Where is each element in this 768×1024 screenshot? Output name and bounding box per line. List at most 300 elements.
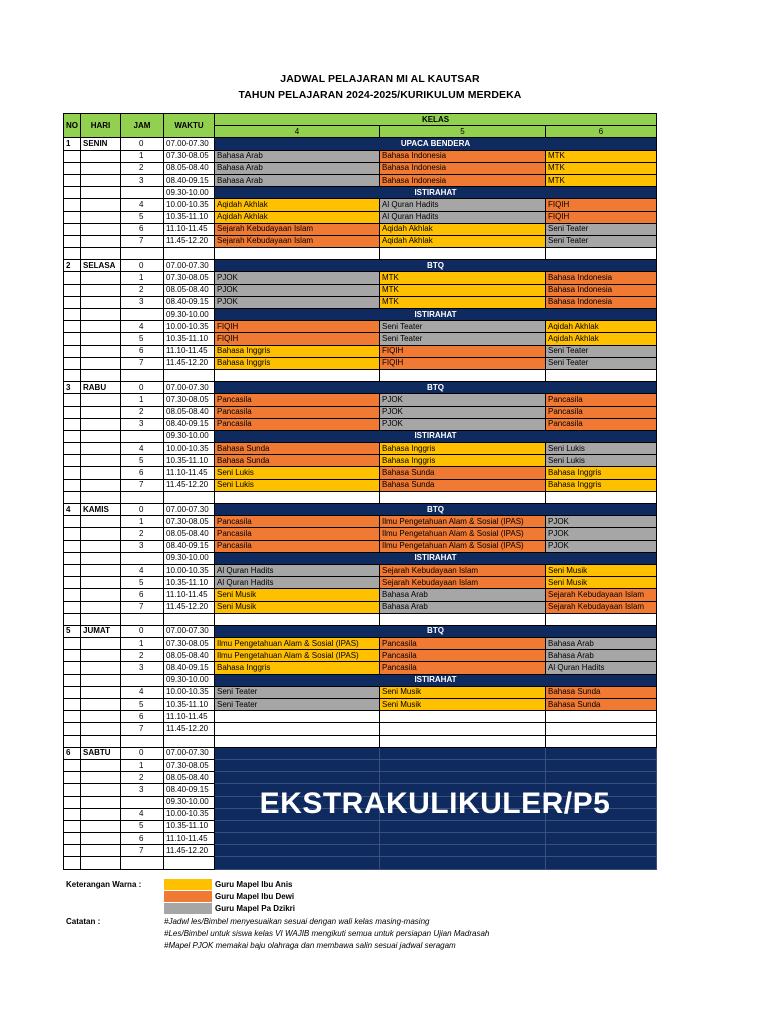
table-row (64, 504, 657, 516)
day-name (81, 309, 121, 321)
subject-cell-kelas-5: Ilmu Pengetahuan Alam & Sosial (IPAS) (380, 516, 546, 528)
subject-cell-kelas-4: Seni Teater (215, 699, 380, 711)
jam-cell: 2 (121, 406, 164, 418)
day-number (64, 638, 81, 650)
waktu-cell: 09.30-10.00 (164, 552, 215, 564)
subject-cell-kelas-6: Sejarah Kebudayaan Islam (546, 601, 657, 613)
banner-cell: ISTIRAHAT (215, 552, 657, 564)
day-number (64, 540, 81, 552)
jam-cell (121, 309, 164, 321)
subject-cell-kelas-6: Sejarah Kebudayaan Islam (546, 589, 657, 601)
day-number (64, 833, 81, 845)
spacer-cell (380, 613, 546, 625)
legend-label: Keterangan Warna : (66, 880, 142, 889)
table-row (64, 174, 657, 186)
day-name (81, 638, 121, 650)
table-row (64, 589, 657, 601)
spacer-cell (64, 248, 81, 260)
jam-cell: 7 (121, 723, 164, 735)
day-number (64, 820, 81, 832)
subject-cell-kelas-6: Bahasa Sunda (546, 699, 657, 711)
day-number (64, 699, 81, 711)
jam-cell: 5 (121, 577, 164, 589)
jam-cell: 7 (121, 601, 164, 613)
table-row (64, 516, 657, 528)
waktu-cell: 10.35-11.10 (164, 455, 215, 467)
table-row (64, 260, 657, 272)
spacer-cell (215, 613, 380, 625)
day-name (81, 564, 121, 576)
spacer-cell (121, 613, 164, 625)
subject-cell-kelas-5: FIQIH (380, 345, 546, 357)
subject-cell-kelas-6: Seni Musik (546, 577, 657, 589)
header-kelas-4: 4 (215, 126, 380, 138)
day-name (81, 699, 121, 711)
subject-cell-kelas-5 (380, 723, 546, 735)
waktu-cell: 10.35-11.10 (164, 577, 215, 589)
subject-cell-kelas-6: PJOK (546, 516, 657, 528)
subject-cell-kelas-4: Pancasila (215, 406, 380, 418)
legend-item-dzikri (164, 903, 295, 914)
spacer-cell (380, 248, 546, 260)
jam-cell: 6 (121, 223, 164, 235)
table-row (64, 552, 657, 564)
subject-cell-kelas-6: PJOK (546, 540, 657, 552)
day-name (81, 150, 121, 162)
subject-cell-kelas-5: Bahasa Indonesia (380, 162, 546, 174)
subject-cell-kelas-6: MTK (546, 162, 657, 174)
waktu-cell: 10.00-10.35 (164, 321, 215, 333)
day-name (81, 357, 121, 369)
table-row (64, 625, 657, 637)
table-row (64, 333, 657, 345)
subject-cell-kelas-5: Bahasa Arab (380, 601, 546, 613)
day-name (81, 199, 121, 211)
jam-cell: 1 (121, 394, 164, 406)
waktu-cell: 11.45-12.20 (164, 479, 215, 491)
subject-cell-kelas-4: Pancasila (215, 540, 380, 552)
jam-cell: 4 (121, 321, 164, 333)
jam-cell: 1 (121, 150, 164, 162)
table-row (64, 309, 657, 321)
note-3: #Mapel PJOK memakai baju olahraga dan membawa salin sesuai jadwal seragam (164, 941, 456, 950)
waktu-cell: 10.00-10.35 (164, 686, 215, 698)
jam-cell: 5 (121, 333, 164, 345)
subject-cell-kelas-5: Sejarah Kebudayaan Islam (380, 564, 546, 576)
day-number (64, 528, 81, 540)
spacer-row (64, 613, 657, 625)
table-row (64, 711, 657, 723)
table-row (64, 674, 657, 686)
day-name (81, 455, 121, 467)
waktu-cell: 07.00-07.30 (164, 138, 215, 150)
waktu-cell: 10.35-11.10 (164, 820, 215, 832)
jam-cell: 2 (121, 772, 164, 784)
waktu-cell: 09.30-10.00 (164, 187, 215, 199)
jam-cell: 0 (121, 625, 164, 637)
spacer-cell (121, 857, 164, 869)
waktu-cell: 07.00-07.30 (164, 625, 215, 637)
day-number (64, 187, 81, 199)
waktu-cell: 10.00-10.35 (164, 564, 215, 576)
subject-cell-kelas-4: Ilmu Pengetahuan Alam & Sosial (IPAS) (215, 638, 380, 650)
waktu-cell: 11.45-12.20 (164, 235, 215, 247)
subject-cell-kelas-5: Seni Musik (380, 699, 546, 711)
day-name (81, 674, 121, 686)
day-number (64, 552, 81, 564)
waktu-cell: 09.30-10.00 (164, 430, 215, 442)
table-row (64, 528, 657, 540)
day-name (81, 223, 121, 235)
spacer-cell (164, 369, 215, 381)
subject-cell-kelas-5: Bahasa Sunda (380, 467, 546, 479)
table-row (64, 235, 657, 247)
subject-cell-kelas-5: Seni Teater (380, 321, 546, 333)
spacer-cell (164, 613, 215, 625)
jam-cell: 7 (121, 235, 164, 247)
schedule-subtitle: TAHUN PELAJARAN 2024-2025/KURIKULUM MERDEKA (238, 89, 522, 101)
day-name (81, 686, 121, 698)
jam-cell: 5 (121, 455, 164, 467)
subject-cell-kelas-5: Al Quran Hadits (380, 199, 546, 211)
day-name (81, 772, 121, 784)
day-number (64, 784, 81, 796)
waktu-cell: 08.05-08.40 (164, 406, 215, 418)
waktu-cell: 08.40-09.15 (164, 296, 215, 308)
table-row (64, 564, 657, 576)
subject-cell-kelas-6: Bahasa Arab (546, 638, 657, 650)
day-number (64, 686, 81, 698)
jam-cell: 4 (121, 443, 164, 455)
waktu-cell: 07.30-08.05 (164, 516, 215, 528)
day-name (81, 272, 121, 284)
spacer-cell (546, 369, 657, 381)
waktu-cell: 08.40-09.15 (164, 662, 215, 674)
jam-cell: 6 (121, 345, 164, 357)
header-kelas: KELAS (215, 114, 657, 126)
table-row (64, 394, 657, 406)
day-number (64, 430, 81, 442)
waktu-cell: 07.00-07.30 (164, 504, 215, 516)
subject-cell-kelas-6: Bahasa Indonesia (546, 296, 657, 308)
subject-cell-kelas-5: Bahasa Indonesia (380, 150, 546, 162)
day-number (64, 418, 81, 430)
table-row (64, 406, 657, 418)
spacer-cell (81, 613, 121, 625)
spacer-cell (81, 735, 121, 747)
table-row (64, 577, 657, 589)
jam-cell: 3 (121, 174, 164, 186)
subject-cell-kelas-6: PJOK (546, 528, 657, 540)
waktu-cell: 08.05-08.40 (164, 650, 215, 662)
jam-cell: 4 (121, 808, 164, 820)
header-hari: HARI (81, 114, 121, 138)
day-name (81, 784, 121, 796)
subject-cell-kelas-5: Bahasa Inggris (380, 455, 546, 467)
subject-cell-kelas-4 (215, 711, 380, 723)
day-number (64, 601, 81, 613)
day-name: KAMIS (81, 504, 121, 516)
subject-cell-kelas-5: PJOK (380, 406, 546, 418)
day-name (81, 187, 121, 199)
banner-cell: BTQ (215, 382, 657, 394)
note-1: #Jadwl les/Bimbel menyesuaikan sesuai dengan wali kelas masing-masing (164, 917, 430, 926)
waktu-cell: 11.10-11.45 (164, 833, 215, 845)
subject-cell-kelas-6: Pancasila (546, 394, 657, 406)
day-name (81, 467, 121, 479)
subject-cell-kelas-6: Seni Lukis (546, 455, 657, 467)
day-number (64, 455, 81, 467)
jam-cell: 0 (121, 382, 164, 394)
waktu-cell: 08.05-08.40 (164, 528, 215, 540)
subject-cell-kelas-5: Seni Musik (380, 686, 546, 698)
table-row (64, 284, 657, 296)
subject-cell-kelas-4: Bahasa Inggris (215, 662, 380, 674)
subject-cell-kelas-5: Pancasila (380, 638, 546, 650)
jam-cell: 3 (121, 662, 164, 674)
subject-cell-kelas-6: FIQIH (546, 199, 657, 211)
subject-cell-kelas-4: Bahasa Sunda (215, 443, 380, 455)
day-number (64, 199, 81, 211)
jam-cell: 0 (121, 747, 164, 759)
spacer-cell (546, 248, 657, 260)
subject-cell-kelas-5 (380, 711, 546, 723)
table-row (64, 321, 657, 333)
jam-cell: 4 (121, 564, 164, 576)
day-number (64, 162, 81, 174)
table-row (64, 699, 657, 711)
legend-text: Guru Mapel Ibu Anis (215, 880, 293, 889)
subject-cell-kelas-4: Sejarah Kebudayaan Islam (215, 223, 380, 235)
subject-cell-kelas-4: Seni Lukis (215, 467, 380, 479)
table-row (64, 638, 657, 650)
day-number (64, 321, 81, 333)
table-row (64, 357, 657, 369)
jam-cell: 3 (121, 296, 164, 308)
waktu-cell: 07.30-08.05 (164, 759, 215, 771)
spacer-row (64, 491, 657, 503)
day-name (81, 662, 121, 674)
day-number (64, 272, 81, 284)
day-name (81, 589, 121, 601)
subject-cell-kelas-5: Aqidah Akhlak (380, 235, 546, 247)
subject-cell-kelas-5: FIQIH (380, 357, 546, 369)
subject-cell-kelas-5: Pancasila (380, 662, 546, 674)
day-name (81, 723, 121, 735)
legend-swatch-gray (164, 903, 212, 914)
day-name (81, 443, 121, 455)
day-number: 3 (64, 382, 81, 394)
jam-cell: 2 (121, 284, 164, 296)
jam-cell: 3 (121, 784, 164, 796)
waktu-cell: 11.10-11.45 (164, 589, 215, 601)
day-number (64, 845, 81, 857)
subject-cell-kelas-5: Pancasila (380, 650, 546, 662)
table-row (64, 223, 657, 235)
table-row (64, 443, 657, 455)
subject-cell-kelas-4: Aqidah Akhlak (215, 211, 380, 223)
legend-swatch-yellow (164, 879, 212, 890)
subject-cell-kelas-5: Bahasa Inggris (380, 443, 546, 455)
day-number: 4 (64, 504, 81, 516)
subject-cell-kelas-6: FIQIH (546, 211, 657, 223)
waktu-cell: 10.35-11.10 (164, 699, 215, 711)
day-number (64, 309, 81, 321)
day-name (81, 601, 121, 613)
spacer-cell (64, 369, 81, 381)
table-row (64, 382, 657, 394)
day-name (81, 540, 121, 552)
waktu-cell: 08.05-08.40 (164, 772, 215, 784)
table-row (64, 345, 657, 357)
day-number (64, 406, 81, 418)
spacer-cell (164, 248, 215, 260)
jam-cell: 2 (121, 528, 164, 540)
waktu-cell: 10.35-11.10 (164, 333, 215, 345)
subject-cell-kelas-6: Bahasa Arab (546, 650, 657, 662)
day-name (81, 345, 121, 357)
subject-cell-kelas-5: Seni Teater (380, 333, 546, 345)
jam-cell: 5 (121, 699, 164, 711)
day-name: SENIN (81, 138, 121, 150)
jam-cell: 6 (121, 711, 164, 723)
subject-cell-kelas-4: Bahasa Arab (215, 150, 380, 162)
subject-cell-kelas-4: PJOK (215, 296, 380, 308)
day-number (64, 589, 81, 601)
day-number (64, 577, 81, 589)
day-name: SELASA (81, 260, 121, 272)
subject-cell-kelas-4: Bahasa Arab (215, 174, 380, 186)
waktu-cell: 11.10-11.45 (164, 711, 215, 723)
catatan-label: Catatan : (66, 917, 101, 926)
spacer-cell (380, 369, 546, 381)
table-row (64, 601, 657, 613)
day-number (64, 723, 81, 735)
waktu-cell: 11.10-11.45 (164, 223, 215, 235)
banner-cell: ISTIRAHAT (215, 309, 657, 321)
day-name: JUMAT (81, 625, 121, 637)
subject-cell-kelas-4: FIQIH (215, 333, 380, 345)
header-row (64, 114, 657, 126)
table-row (64, 296, 657, 308)
subject-cell-kelas-6: Seni Teater (546, 223, 657, 235)
day-name (81, 577, 121, 589)
subject-cell-kelas-4: Al Quran Hadits (215, 564, 380, 576)
schedule-title: JADWAL PELAJARAN MI AL KAUTSAR (280, 73, 480, 85)
subject-cell-kelas-5: Bahasa Indonesia (380, 174, 546, 186)
header-waktu: WAKTU (164, 114, 215, 138)
subject-cell-kelas-5: Sejarah Kebudayaan Islam (380, 577, 546, 589)
jam-cell: 0 (121, 504, 164, 516)
day-number (64, 564, 81, 576)
day-name (81, 333, 121, 345)
day-name (81, 406, 121, 418)
table-row (64, 138, 657, 150)
day-number (64, 235, 81, 247)
table-row (64, 686, 657, 698)
waktu-cell: 10.00-10.35 (164, 808, 215, 820)
jam-cell: 5 (121, 211, 164, 223)
waktu-cell: 07.00-07.30 (164, 260, 215, 272)
waktu-cell: 09.30-10.00 (164, 309, 215, 321)
header-no: NO (64, 114, 81, 138)
subject-cell-kelas-4: Aqidah Akhlak (215, 199, 380, 211)
day-name (81, 650, 121, 662)
day-number (64, 479, 81, 491)
jam-cell: 1 (121, 272, 164, 284)
jam-cell (121, 674, 164, 686)
day-number: 6 (64, 747, 81, 759)
legend-swatch-orange (164, 891, 212, 902)
day-name (81, 808, 121, 820)
day-name (81, 235, 121, 247)
day-number (64, 516, 81, 528)
day-number (64, 674, 81, 686)
waktu-cell: 07.30-08.05 (164, 638, 215, 650)
subject-cell-kelas-4: Seni Teater (215, 686, 380, 698)
subject-cell-kelas-4: Al Quran Hadits (215, 577, 380, 589)
table-row (64, 540, 657, 552)
table-row (64, 430, 657, 442)
subject-cell-kelas-6 (546, 723, 657, 735)
subject-cell-kelas-4: Bahasa Sunda (215, 455, 380, 467)
subject-cell-kelas-6: Seni Teater (546, 235, 657, 247)
table-row (64, 650, 657, 662)
day-number (64, 759, 81, 771)
spacer-cell (121, 491, 164, 503)
subject-cell-kelas-6: Seni Teater (546, 345, 657, 357)
spacer-cell (64, 857, 81, 869)
jam-cell: 6 (121, 467, 164, 479)
subject-cell-kelas-5: Ilmu Pengetahuan Alam & Sosial (IPAS) (380, 540, 546, 552)
spacer-cell (81, 491, 121, 503)
subject-cell-kelas-6: MTK (546, 174, 657, 186)
day-name (81, 174, 121, 186)
spacer-cell (164, 491, 215, 503)
jam-cell: 1 (121, 759, 164, 771)
banner-cell: ISTIRAHAT (215, 430, 657, 442)
table-row (64, 723, 657, 735)
waktu-cell: 11.45-12.20 (164, 601, 215, 613)
spacer-cell (81, 369, 121, 381)
day-name (81, 833, 121, 845)
subject-cell-kelas-6: Seni Lukis (546, 443, 657, 455)
waktu-cell: 11.10-11.45 (164, 467, 215, 479)
table-row (64, 418, 657, 430)
spacer-cell (121, 369, 164, 381)
day-number (64, 284, 81, 296)
waktu-cell: 10.00-10.35 (164, 199, 215, 211)
day-number (64, 296, 81, 308)
day-number (64, 174, 81, 186)
subject-cell-kelas-6: Aqidah Akhlak (546, 333, 657, 345)
spacer-cell (546, 491, 657, 503)
jam-cell: 4 (121, 199, 164, 211)
banner-cell: ISTIRAHAT (215, 187, 657, 199)
subject-cell-kelas-6: Bahasa Indonesia (546, 284, 657, 296)
day-number (64, 333, 81, 345)
spacer-cell (81, 857, 121, 869)
jam-cell (121, 187, 164, 199)
subject-cell-kelas-6: Seni Musik (546, 564, 657, 576)
subject-cell-kelas-4: Sejarah Kebudayaan Islam (215, 235, 380, 247)
subject-cell-kelas-6: MTK (546, 150, 657, 162)
banner-cell: ISTIRAHAT (215, 674, 657, 686)
subject-cell-kelas-5: PJOK (380, 418, 546, 430)
day-number: 5 (64, 625, 81, 637)
spacer-cell (215, 248, 380, 260)
day-number (64, 711, 81, 723)
